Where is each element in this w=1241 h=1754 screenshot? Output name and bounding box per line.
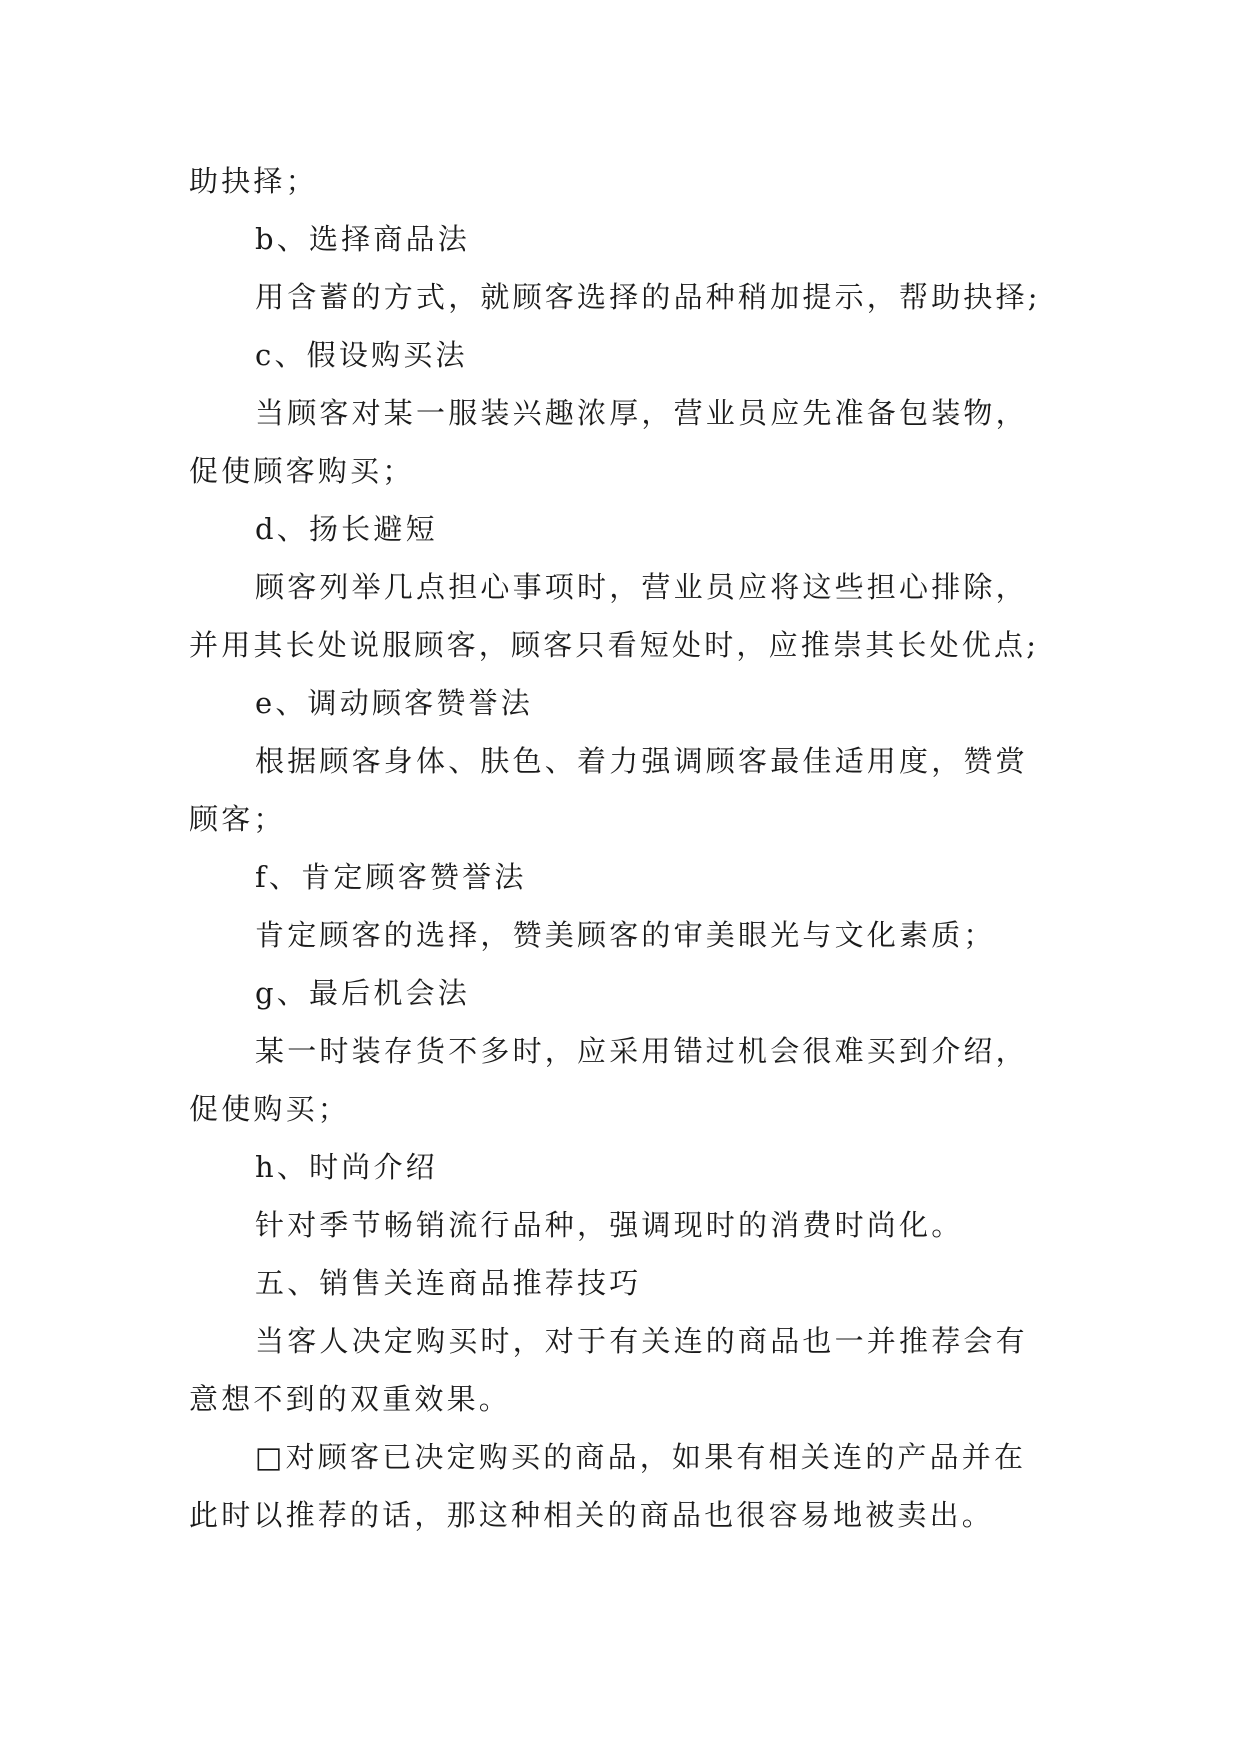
text-line: 当顾客对某一服装兴趣浓厚，营业员应先准备包装物， [255,396,1028,430]
text-line: 此时以推荐的话，那这种相关的商品也很容易地被卖出。 [189,1498,995,1532]
section-heading-f: f、肯定顾客赞誉法 [255,860,527,894]
text-line: 肯定顾客的选择，赞美顾客的审美眼光与文化素质； [255,918,996,952]
text-line: 助抉择； [189,164,318,198]
text-line: 某一时装存货不多时，应采用错过机会很难买到介绍， [255,1034,1028,1068]
text-line: 用含蓄的方式，就顾客选择的品种稍加提示，帮助抉择; [255,280,1041,314]
text-line: 意想不到的双重效果。 [189,1382,512,1416]
section-heading-c: c、假设购买法 [255,338,468,372]
text-line: 促使顾客购买； [189,454,415,488]
section-heading-b: b、选择商品法 [255,222,470,256]
section-heading-h: h、时尚介绍 [255,1150,438,1184]
text-line: 顾客； [189,802,286,836]
text-line: 根据顾客身体、肤色、着力强调顾客最佳适用度，赞赏 [255,744,1028,778]
section-heading-5: 五、销售关连商品推荐技巧 [255,1266,642,1300]
text-line: 当客人决定购买时，对于有关连的商品也一并推荐会有 [255,1324,1028,1358]
section-heading-e: e、调动顾客赞誉法 [255,686,533,720]
text-line: 促使购买； [189,1092,351,1126]
text-line: 针对季节畅销流行品种，强调现时的消费时尚化。 [255,1208,964,1242]
text-line: 顾客列举几点担心事项时，营业员应将这些担心排除， [255,570,1028,604]
section-heading-g: g、最后机会法 [255,976,470,1010]
text-line: 并用其长处说服顾客，顾客只看短处时，应推崇其长处优点; [189,628,1040,662]
text-line: □对顾客已决定购买的商品，如果有相关连的产品并在 [255,1440,1027,1474]
section-heading-d: d、扬长避短 [255,512,438,546]
